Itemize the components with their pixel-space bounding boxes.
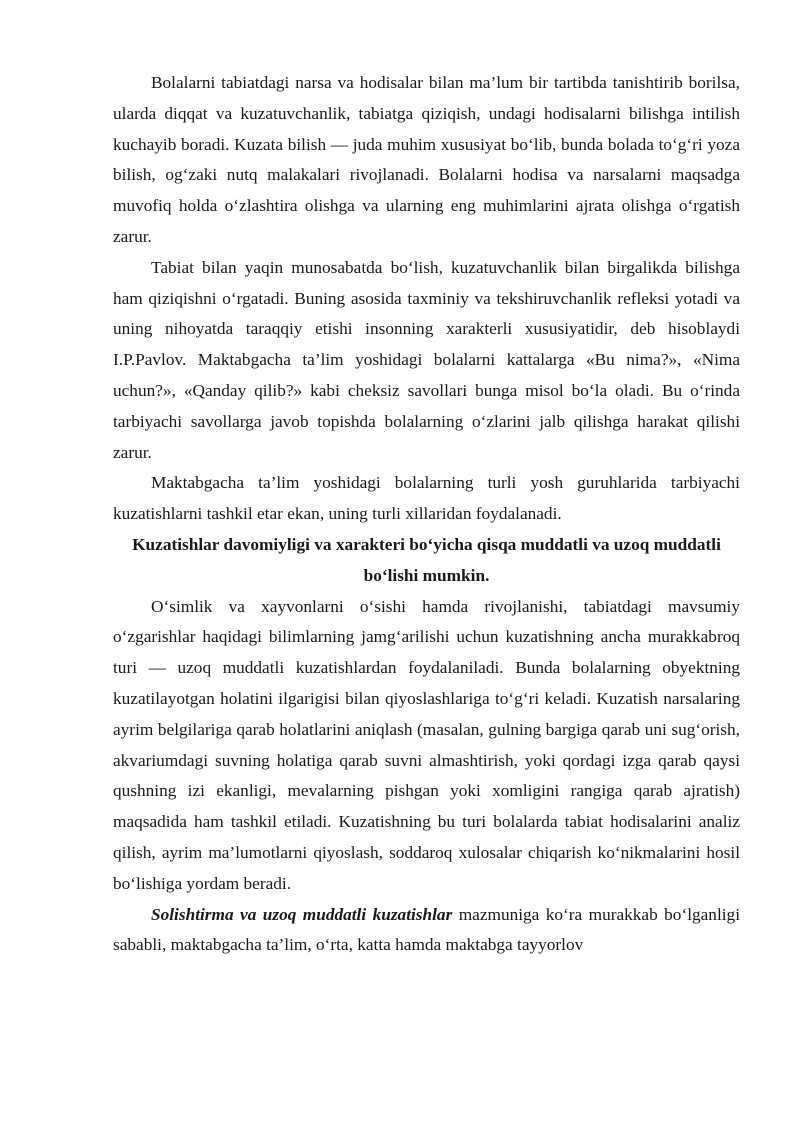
paragraph-intro: Bolalarni tabiatdagi narsa va hodisalar bilan ma’lum bir tartibda tanishtirib borilsa, ularda diqqat va kuzatuvchanlik, tabiatga qiziqish, undagi hodisalarni bilishga intilish kuchayib boradi. Kuzata bilish — juda muhim xususiyat bo‘lib, bunda bolada to‘g‘ri yoza bilish, og‘zaki nutq malakalari rivojlanadi. Bolalarni hodisa va narsalarni maqsadga muvofiq holda o‘zlashtira olishga va ularning eng muhimlarini ajrata olishga o‘rgatish zarur.: [113, 73, 740, 246]
paragraph-long-term: O‘simlik va xayvonlarni o‘sishi hamda rivojlanishi, tabiatdagi mavsumiy o‘zgarishlar haqidagi bilimlarning jamg‘arilishi uchun kuzatishning ancha murakkabroq turi — uzoq muddatli kuzatishlardan foydalaniladi. Bunda bolalarning obyektning kuzatilayotgan holatini ilgarigisi bilan qiyoslashlariga to‘g‘ri keladi. Kuzatish narsalaring ayrim belgilariga qarab holatlarini aniqlash (masalan, gulning bargiga qarab uni sug‘orish, akvariumdagi suvning holatiga qarab suvni almashtirish, yoki qordagi izga qarab qaysi qushning izi ekanligi, mevalarning pishgan yoki xomligini rangiga qarab ajratish) maqsadida ham tashkil etiladi. Kuzatishning bu turi bolalarda tabiat hodisalarini analiz qilish, ayrim ma’lumotlarni qiyoslash, soddaroq xulosalar chiqarish ko‘nikmalarini hosil bo‘lishiga yordam beradi.: [113, 596, 740, 893]
paragraph-continuation: mazmuniga ko‘ra murakkab bo‘lganligi sababli, maktabgacha ta’lim, o‘rta, katta hamda maktabga tayyorlov: [113, 904, 740, 955]
section-heading: Kuzatishlar davomiyligi va xarakteri bo‘yicha qisqa muddatli va uzoq muddatli bo‘lishi mumkin.: [132, 534, 721, 585]
emphasis-text: Solishtirma va uzoq muddatli kuzatishlar: [151, 904, 453, 924]
document-page: [113, 68, 740, 961]
paragraph-pavlov: Tabiat bilan yaqin munosabatda bo‘lish, kuzatuvchanlik bilan birgalikda bilishga ham qiziqishni o‘rgatadi. Buning asosida taxminiy va tekshiruvchanlik refleksi yotadi va uning nihoyatda taraqqiy etishi insonning xarakterli xususiyatidir, deb hisoblaydi I.P.Pavlov. Maktabgacha ta’lim yoshidagi bolalarni kattalarga «Bu nima?», «Nima uchun?», «Qanday qilib?» kabi cheksiz savollari bunga misol bo‘la oladi. Bu o‘rinda tarbiyachi savollarga javob topishda bolalarning o‘zlarini jalb qilishga harakat qilishi zarur.: [113, 257, 740, 462]
paragraph-observation-types: Maktabgacha ta’lim yoshidagi bolalarning turli yosh guruhlarida tarbiyachi kuzatishlarni tashkil etar ekan, uning turli xillaridan foydalanadi.: [113, 473, 740, 524]
paragraph-comparative: [113, 900, 740, 962]
